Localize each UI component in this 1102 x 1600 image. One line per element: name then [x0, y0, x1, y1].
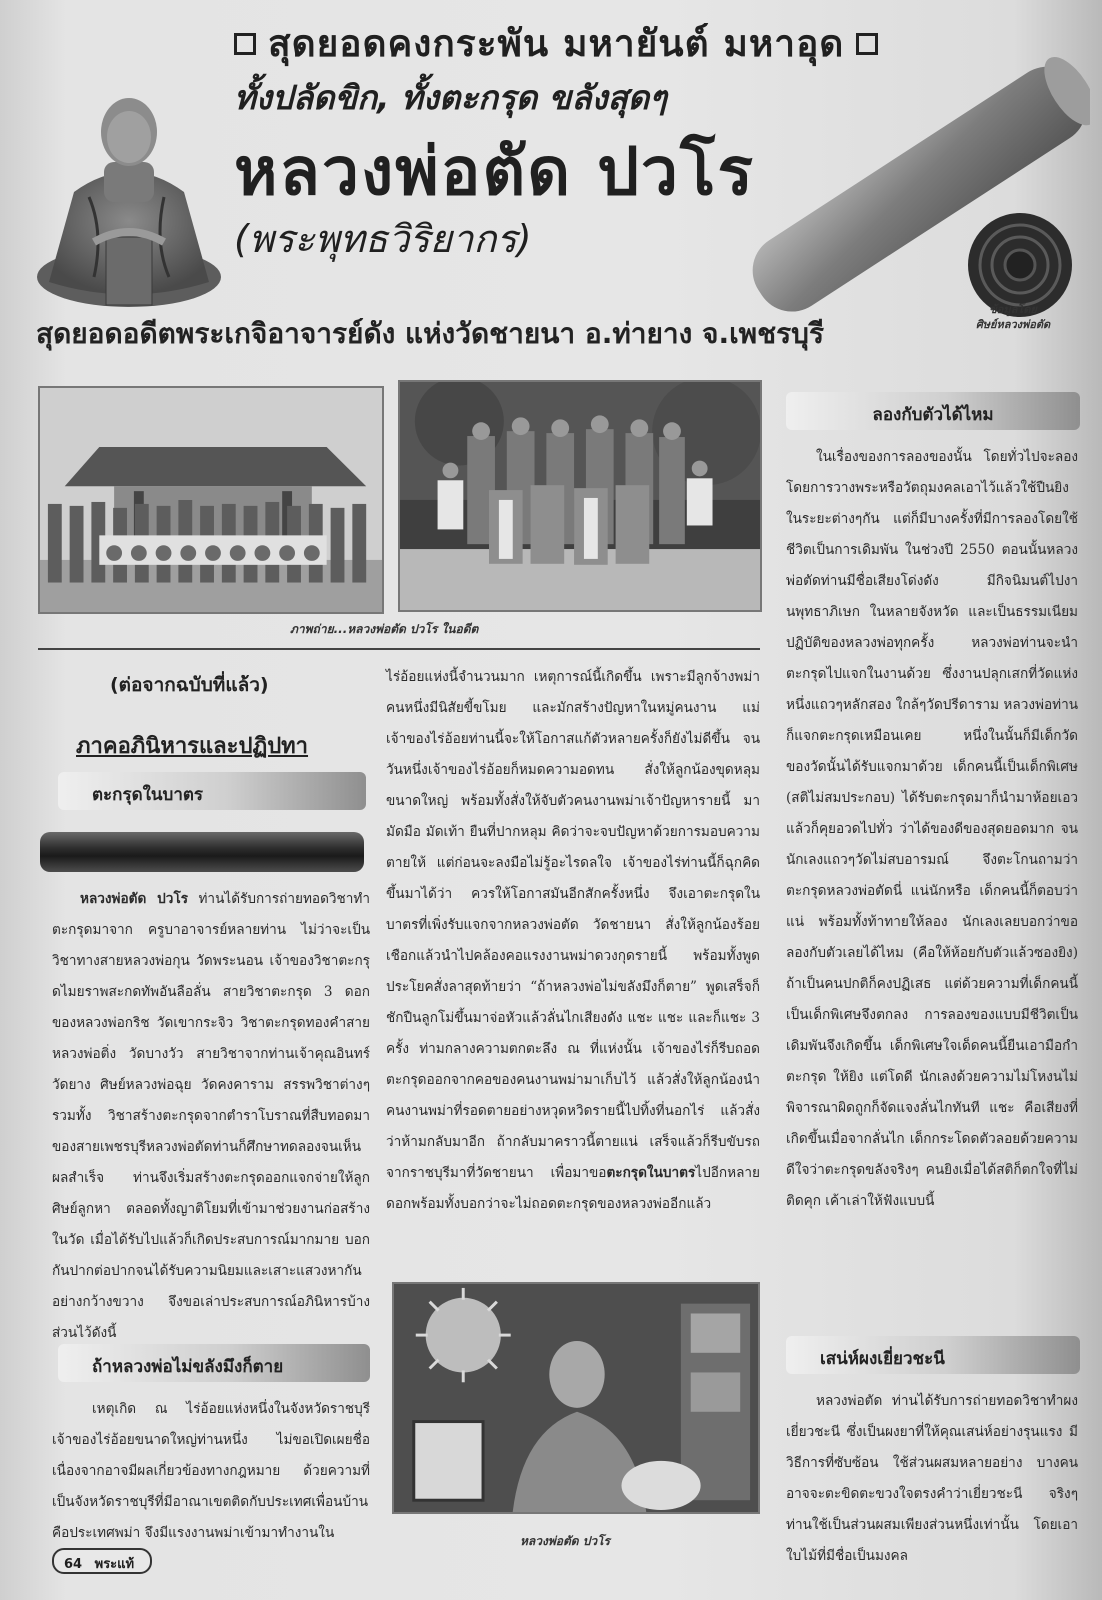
right-column-para2: หลวงพ่อตัด ท่านได้รับการถ่ายทอดวิชาทำผงเยี่ยวชะนี ซึ่งเป็นผงยาที่ให้คุณเสน่ห์อย่างรุนแรง มีวิธีการที่ซับซ้อน ใช้ส่วนผสมหลายอย่าง บางคนอาจจะตะขิดตะขวงใจตรงคำว่าเยี่ยวชะนี จริงๆท่านใช้เป็นส่วนผสมเพียงส่วนหนึ่งเท่านั้น โดยเอาใบไม้ที่มีชื่อเป็นมงคล — [786, 1393, 1078, 1564]
section-title-try-on-self: ลองกับตัวได้ไหม — [872, 405, 994, 425]
headline-line2: ทั้งปลัดขิก, ทั้งตะกรุด ขลังสุดๆ — [234, 78, 667, 117]
section-title-charm-powder: เสน่ห์ผงเยี่ยวชะนี — [820, 1349, 945, 1369]
middle-para1-tail: ไปอีกหลายดอกพร้อมทั้งบอกว่าจะไม่ถอดตะกรุดของหลวงพ่ออีกแล้ว — [386, 1165, 760, 1212]
box-bullet-icon — [234, 33, 256, 55]
credit-line2: ศิษย์หลวงพ่อตัด — [975, 318, 1051, 331]
headline-line1-text: สุดยอดคงกระพัน มหายันต์ มหาอุด — [268, 22, 845, 65]
headline-title-sub: (พระพุทธวิริยากร) — [234, 217, 532, 261]
left-para1-text: ท่านได้รับการถ่ายทอดวิชาทำตะกรุดมาจาก ครูบาอาจารย์หลายท่าน ไม่ว่าจะเป็นวิชาทางสายหลวงพ่อกุน วัดพระนอน เจ้าของวิชาตะกรุดไมยราพสะกดทัพอันลือลั่น สายวิชาตะกรุด 3 ดอก ของหลวงพ่อกริช วัดเขากระจิว วิชาตะกรุดทองคำสายหลวงพ่อติ่ง วัดบางวัว สายวิชาจากท่านเจ้าคุณอินทร์ วัดยาง ศิษย์หลวงพ่อฉุย วัดคงคาราม สรรพวิชาต่างๆรวมทั้ง วิชาสร้างตะกรุดจากตำราโบราณที่สืบทอดมาของสายเพชรบุรีหลวงพ่อตัดท่านก็ศึกษาทดลองจนเห็นผลสำเร็จ ท่านจึงเริ่มสร้างตะกรุดออกแจกจ่ายให้ลูกศิษย์ลูกหา ตลอดทั้งญาติโยมที่เข้ามาช่วยงานก่อสร้างในวัด เมื่อได้รับไปแล้วก็เกิดประสบการณ์มากมาย บอกกันปากต่อปากจนได้รับความนิยมและเสาะแสวงหากันอย่างกว้างขวาง จึงขอเล่าประสบการณ์อภินิหารบ้างส่วนไว้ดังนี้ — [52, 891, 370, 1341]
middle-para1-text: ไร่อ้อยแห่งนี้จำนวนมาก เหตุการณ์นี้เกิดขึ้น เพราะมีลูกจ้างพม่าคนหนึ่งมีนิสัยขี้ขโมย และมักสร้างปัญหาในหมู่คนงาน แม่เจ้าของไร่อ้อยท่านนี้จะให้โอกาสแก้ตัวหลายครั้งก็ยังไม่ดีขึ้น จนวันหนึ่งเจ้าของไร่อ้อยก็หมดความอดทน สั่งให้ลูกน้องขุดหลุมขนาดใหญ่ พร้อมทั้งสั่งให้จับตัวคนงานพม่าเจ้าปัญหารายนี้ มามัดมือ มัดเท้า ยืนที่ปากหลุม คิดว่าจะจบปัญหาด้วยการมอบความตายให้ แต่ก่อนจะลงมือไม่รู้อะไรดลใจ เจ้าของไร่ท่านนี้ก็ฉุกคิดขึ้นมาได้ว่า ควรให้โอกาสมันอีกสักครั้งหนึ่ง จึงเอาตะกรุดในบาตรที่เพิ่งรับแจกจากหลวงพ่อตัด วัดชายนา สั่งให้ลูกน้องร้อยเชือกแล้วนำไปคล้องคอแรงงานพม่าดวงกุดรายนี้ พร้อมทั้งพูดประโยคสั่งลาสุดท้ายว่า “ถ้าหลวงพ่อไม่ขลังมึงก็ตาย” พูดเสร็จก็ชักปืนลูกโม่ขึ้นมาจ่อหัวแล้วลั่นไกเสียงดัง แชะ แชะ และก็แชะ 3 ครั้ง ท่ามกลางความตกตะลึง ณ ที่แห่งนั้น เจ้าของไร่ก็รีบถอดตะกรุดออกจากคอของคนงานพม่ามาเก็บไว้ แล้วสั่งให้ลูกน้องนำคนงานพม่าที่รอดตายอย่างหวุดหวิดรายนี้ไปทิ้งที่นอกไร่ แล้วสั่งว่าห้ามกลับมาอีก ถ้ากลับมาคราวนี้ตายแน่ เสร็จแล้วก็รีบขับรถจากราชบุรีมาที่วัดชายนา เพื่อมาขอ — [386, 669, 760, 1181]
section-title-takrut-in-bowl: ตะกรุดในบาตร — [92, 785, 204, 805]
headline-title: หลวงพ่อตัด ปวโร — [234, 133, 755, 210]
right-column-para1: ในเรื่องของการลองของนั้น โดยทั่วไปจะลองโดยการวางพระหรือวัตถุมงคลเอาไว้แล้วใช้ปืนยิงในระยะต่างๆกัน แต่ก็มีบางครั้งที่มีการลองโดยใช้ชีวิตเป็นการเดิมพัน ในช่วงปี 2550 ตอนนั้นหลวงพ่อตัดท่านมีชื่อเสียงโด่งดัง มีกิจนิมนต์ไปงานพุทธาภิเษก ในหลายจังหวัด และเป็นธรรมเนียมปฏิบัติของหลวงพ่อทุกครั้ง หลวงพ่อท่านจะนำตะกรุดไปแจกในงานด้วย ซึ่งงานปลุกเสกที่วัดแห่งหนึ่งแถวๆหลักสอง ใกล้ๆวัดปรีดาราม หลวงพ่อท่านก็แจกตะกรุดเหมือนเคย หนึ่งในนั้นก็มีเด็กวัดของวัดนั้นได้รับแจกมาด้วย เด็กคนนี้เป็นเด็กพิเศษ (สติไม่สมประกอบ) ได้รับตะกรุดมาก็นำมาห้อยเอว แล้วก็คุยอวดไปทั่ว ว่าได้ของดีของสุดยอดมาก จนนักเลงแถวๆวัดไม่สบอารมณ์ จึงตะโกนถามว่าตะกรุดหลวงพ่อตัดนี่ แน่นักหรือ เด็กคนนี้ก็ตอบว่าแน่ พร้อมทั้งท้าทายให้ลอง นักเลงเลยบอกว่าขอลองกับตัวเลยได้ไหม (คือให้ห้อยกับตัวแล้วซองยิง) ถ้าเป็นคนปกติก็คงปฏิเสธ แต่ด้วยความที่เด็กคนนี้เป็นเด็กพิเศษจึงตกลง การลองของแบบมีชีวิตเป็นเดิมพันจึงเกิดขึ้น เด็กพิเศษใจเด็ดคนนี้ยืนเอามือกำตะกรุด ให้ยิง แต่โดดี นักเลงด้วยความไม่โหงนไม่พิจารณาผิดถูกก็จัดแจงลั่นไกทันที แชะ คือเสียงที่เกิดขึ้นเมื่อจากลั่นไก เด็กกระโดดตัวลอยด้วยความดีใจว่าตะกรุดขลังจริงๆ คนยิงเมื่อได้สติก็ตกใจที่ไม่ติดคุก เค้าเล่าให้ฟังแบบนี้ — [786, 449, 1078, 1209]
continued-label: (ต่อจากฉบับที่แล้ว) — [110, 674, 269, 696]
section-bar-try-on-self — [786, 392, 1080, 430]
section-bar-takrut-in-bowl — [58, 772, 366, 810]
left-para1-lead: หลวงพ่อตัด ปวโร — [80, 891, 189, 907]
middle-para1-bold: ตะกรุดในบาตร — [606, 1165, 696, 1181]
left-column-para1 — [52, 884, 370, 1349]
divider-rule — [38, 648, 760, 650]
left-column-para2: เหตุเกิด ณ ไร่อ้อยแห่งหนึ่งในจังหวัดราชบุรี เจ้าของไร่อ้อยขนาดใหญ่ท่านหนึ่ง ไม่ขอเปิดเผยชื่อ เนื่องจากอาจมีผลเกี่ยวข้องทางกฎหมาย ด้วยความที่เป็นจังหวัดราชบุรีที่มีอาณาเขตติดกับประเทศเพื่อนบ้านคือประเทศพม่า จึงมีแรงงานพม่าเข้ามาทำงานใน — [52, 1401, 370, 1541]
photo-caption-bottom: หลวงพ่อตัด ปวโร — [520, 1534, 610, 1548]
takrut-stick-image — [40, 832, 364, 872]
headline-subtitle: สุดยอดอดีตพระเกจิอาจารย์ดัง แห่งวัดชายนา อ.ท่ายาง จ.เพชรบุรี — [36, 317, 824, 350]
magazine-name: พระแท้ — [94, 1557, 135, 1572]
page-number: 64 — [64, 1557, 83, 1572]
section-bar-if-not-potent — [58, 1344, 370, 1382]
middle-column-para1 — [386, 662, 760, 1220]
photo-monk-group — [398, 380, 762, 612]
major-heading: ภาคอภินิหารและปฏิปทา — [76, 734, 309, 759]
photo-monks-temple — [38, 386, 384, 614]
section-bar-charm-powder — [786, 1336, 1080, 1374]
photo-caption-top: ภาพถ่าย...หลวงพ่อตัด ปวโร ในอดีต — [290, 622, 479, 636]
monk-portrait-image — [34, 82, 224, 312]
page-number-badge — [52, 1548, 152, 1574]
photo-seated-monk — [392, 1282, 760, 1514]
credit-line1: ข้อมูลโดย — [989, 303, 1037, 316]
credit-note — [958, 302, 1068, 332]
section-title-if-not-potent: ถ้าหลวงพ่อไม่ขลังมึงก็ตาย — [92, 1357, 284, 1377]
